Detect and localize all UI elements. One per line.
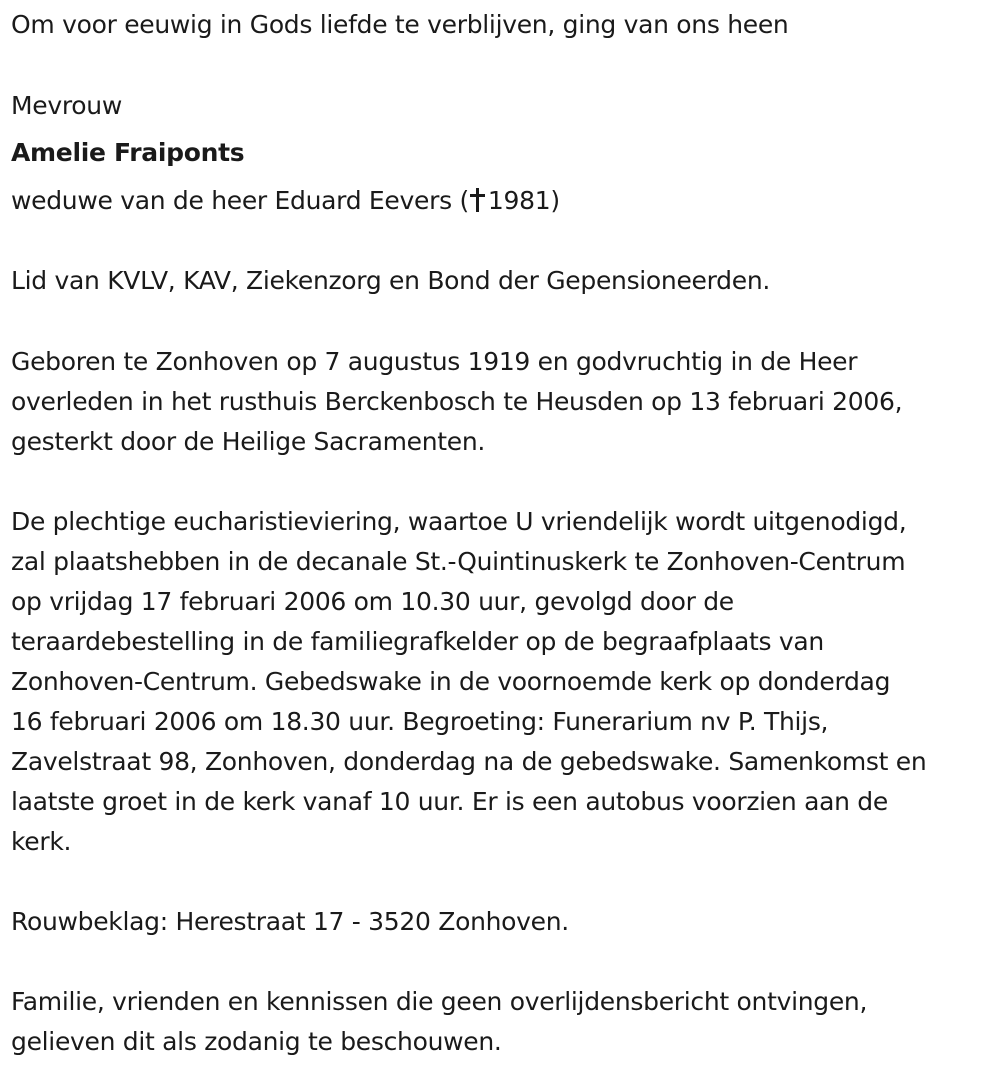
paragraph-line: Familie, vrienden en kennissen die geen overlijdensbericht ontvingen,: [11, 987, 868, 1016]
paragraph-line: gelieven dit als zodanig te beschouwen.: [11, 1027, 502, 1056]
paragraph-line: op vrijdag 17 februari 2006 om 10.30 uur, gevolgd door de: [11, 587, 734, 616]
salutation: Mevrouw: [11, 91, 122, 120]
paragraph-line: De plechtige eucharistieviering, waartoe U vriendelijk wordt uitgenodigd,: [11, 507, 907, 536]
paragraph-line: Zavelstraat 98, Zonhoven, donderdag na de gebedswake. Samenkomst en: [11, 747, 927, 776]
widow-of-line: [11, 186, 560, 216]
paragraph-line: kerk.: [11, 827, 72, 856]
intro-line: Om voor eeuwig in Gods liefde te verblijven, ging van ons heen: [11, 10, 789, 39]
widow-of-year: 1981): [487, 186, 560, 215]
paragraph-line: 16 februari 2006 om 18.30 uur. Begroeting: Funerarium nv P. Thijs,: [11, 707, 829, 736]
paragraph-line: laatste groet in de kerk vanaf 10 uur. Er is een autobus voorzien aan de: [11, 787, 888, 816]
widow-of-text: weduwe van de heer Eduard Eevers (: [11, 186, 469, 215]
paragraph-line: Geboren te Zonhoven op 7 augustus 1919 en godvruchtig in de Heer: [11, 347, 858, 376]
paragraph-line: teraardebestelling in de familiegrafkelder op de begraafplaats van: [11, 627, 824, 656]
paragraph-line: zal plaatshebben in de decanale St.-Quintinuskerk te Zonhoven-Centrum: [11, 547, 906, 576]
paragraph-line: overleden in het rusthuis Berckenbosch te Heusden op 13 februari 2006,: [11, 387, 903, 416]
latin-cross-icon: [469, 188, 486, 212]
paragraph-line: gesterkt door de Heilige Sacramenten.: [11, 427, 486, 456]
paragraph-line: Zonhoven-Centrum. Gebedswake in de voornoemde kerk op donderdag: [11, 667, 891, 696]
deceased-name: Amelie Fraiponts: [11, 138, 245, 167]
condolences-line: Rouwbeklag: Herestraat 17 - 3520 Zonhoven.: [11, 907, 569, 936]
membership-line: Lid van KVLV, KAV, Ziekenzorg en Bond der Gepensioneerden.: [11, 266, 771, 295]
